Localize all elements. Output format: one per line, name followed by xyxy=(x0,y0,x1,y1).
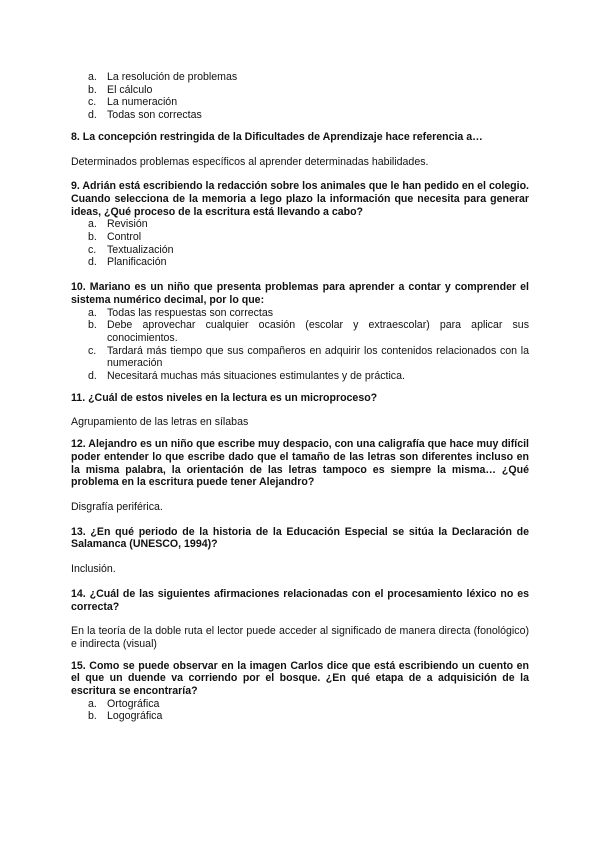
option-marker: a. xyxy=(88,71,97,83)
list-item xyxy=(71,96,529,109)
question-12: 12. Alejandro es un niño que escribe muy despacio, con una caligrafía que hace muy difícil poder entender lo que escribe dado que el tamaño de las letras son diferentes incluso en la misma palabra, la orientación de las letras tampoco es siempre la misma… ¿Qué problema en la escritura puede tener Alejandro? xyxy=(71,438,529,489)
option-text: Todas las respuestas son correctas xyxy=(107,306,274,319)
option-text: Control xyxy=(107,231,142,244)
answer-13: Inclusión. xyxy=(71,563,116,576)
option-text: La numeración xyxy=(107,96,178,109)
list-item xyxy=(71,319,529,344)
list-item xyxy=(71,218,529,231)
answer-11: Agrupamiento de las letras en sílabas xyxy=(71,416,249,429)
list-item xyxy=(71,698,529,711)
option-text: Logográfica xyxy=(107,710,163,723)
option-marker: b. xyxy=(88,83,97,96)
option-text: Tardará más tiempo que sus compañeros en adquirir los contenidos relacionados con la numeración xyxy=(107,344,529,370)
list-item xyxy=(71,84,529,97)
option-marker: a. xyxy=(88,306,97,319)
option-marker: b. xyxy=(88,231,97,244)
option-marker: d. xyxy=(88,109,97,122)
option-marker: b. xyxy=(88,710,97,723)
question-13: 13. ¿En qué periodo de la historia de la Educación Especial se sitúa la Declaración de Salamanca (UNESCO, 1994)? xyxy=(71,525,529,551)
question-9-options xyxy=(71,218,529,269)
option-text: Debe aprovechar cualquier ocasión (escolar y extraescolar) para aplicar sus conocimientos. xyxy=(107,319,529,344)
option-text: El cálculo xyxy=(107,83,153,96)
question-10: 10. Mariano es un niño que presenta problemas para aprender a contar y comprender el sistema numérico decimal, por lo que: xyxy=(71,281,529,306)
option-text: Textualización xyxy=(107,243,174,256)
option-marker: b. xyxy=(88,319,97,332)
answer-8: Determinados problemas específicos al aprender determinadas habilidades. xyxy=(71,155,429,168)
option-marker: d. xyxy=(88,256,97,269)
list-item xyxy=(71,345,529,370)
option-text: Planificación xyxy=(107,256,167,269)
option-text: Necesitará muchas más situaciones estimulantes y de práctica. xyxy=(107,370,405,383)
list-item xyxy=(71,256,529,269)
answer-14: En la teoría de la doble ruta el lector puede acceder al significado de manera directa (fonológico) e indirecta (visual) xyxy=(71,625,529,650)
document-content xyxy=(71,71,529,723)
question-11: 11. ¿Cuál de estos niveles en la lectura es un microproceso? xyxy=(71,391,378,404)
question-15: 15. Como se puede observar en la imagen Carlos dice que está escribiendo un cuento en el que un duende va corriendo por el bosque. ¿En qué etapa de a adquisición de la escritura se encontraría? xyxy=(71,659,529,698)
option-text: Todas son correctas xyxy=(107,109,202,122)
list-item xyxy=(71,71,529,84)
option-marker: c. xyxy=(88,243,97,256)
option-marker: d. xyxy=(88,370,97,383)
question-9: 9. Adrián está escribiendo la redacción sobre los animales que le han pedido en el colegio. Cuando selecciona de la memoria a lego plazo la información que necesita para generar ideas, ¿Qué proceso de la escritura está llevando a cabo? xyxy=(71,180,529,218)
list-item xyxy=(71,244,529,257)
option-marker: c. xyxy=(88,96,97,109)
option-marker: a. xyxy=(88,218,97,231)
list-item xyxy=(71,307,529,320)
option-text: Revisión xyxy=(107,218,148,231)
option-marker: c. xyxy=(88,344,97,357)
option-text: Ortográfica xyxy=(107,697,160,710)
question-14: 14. ¿Cuál de las siguientes afirmaciones relacionadas con el procesamiento léxico no es correcta? xyxy=(71,587,529,613)
option-marker: a. xyxy=(88,697,97,710)
answer-12: Disgrafía periférica. xyxy=(71,500,163,513)
question-10-options xyxy=(71,307,529,383)
list-item xyxy=(71,109,529,122)
list-item xyxy=(71,370,529,383)
list-item xyxy=(71,710,529,723)
option-text: La resolución de problemas xyxy=(107,71,238,83)
question-15-options xyxy=(71,698,529,723)
question-8: 8. La concepción restringida de la Dificultades de Aprendizaje hace referencia a… xyxy=(71,130,483,143)
top-options-list xyxy=(71,71,529,122)
list-item xyxy=(71,231,529,244)
